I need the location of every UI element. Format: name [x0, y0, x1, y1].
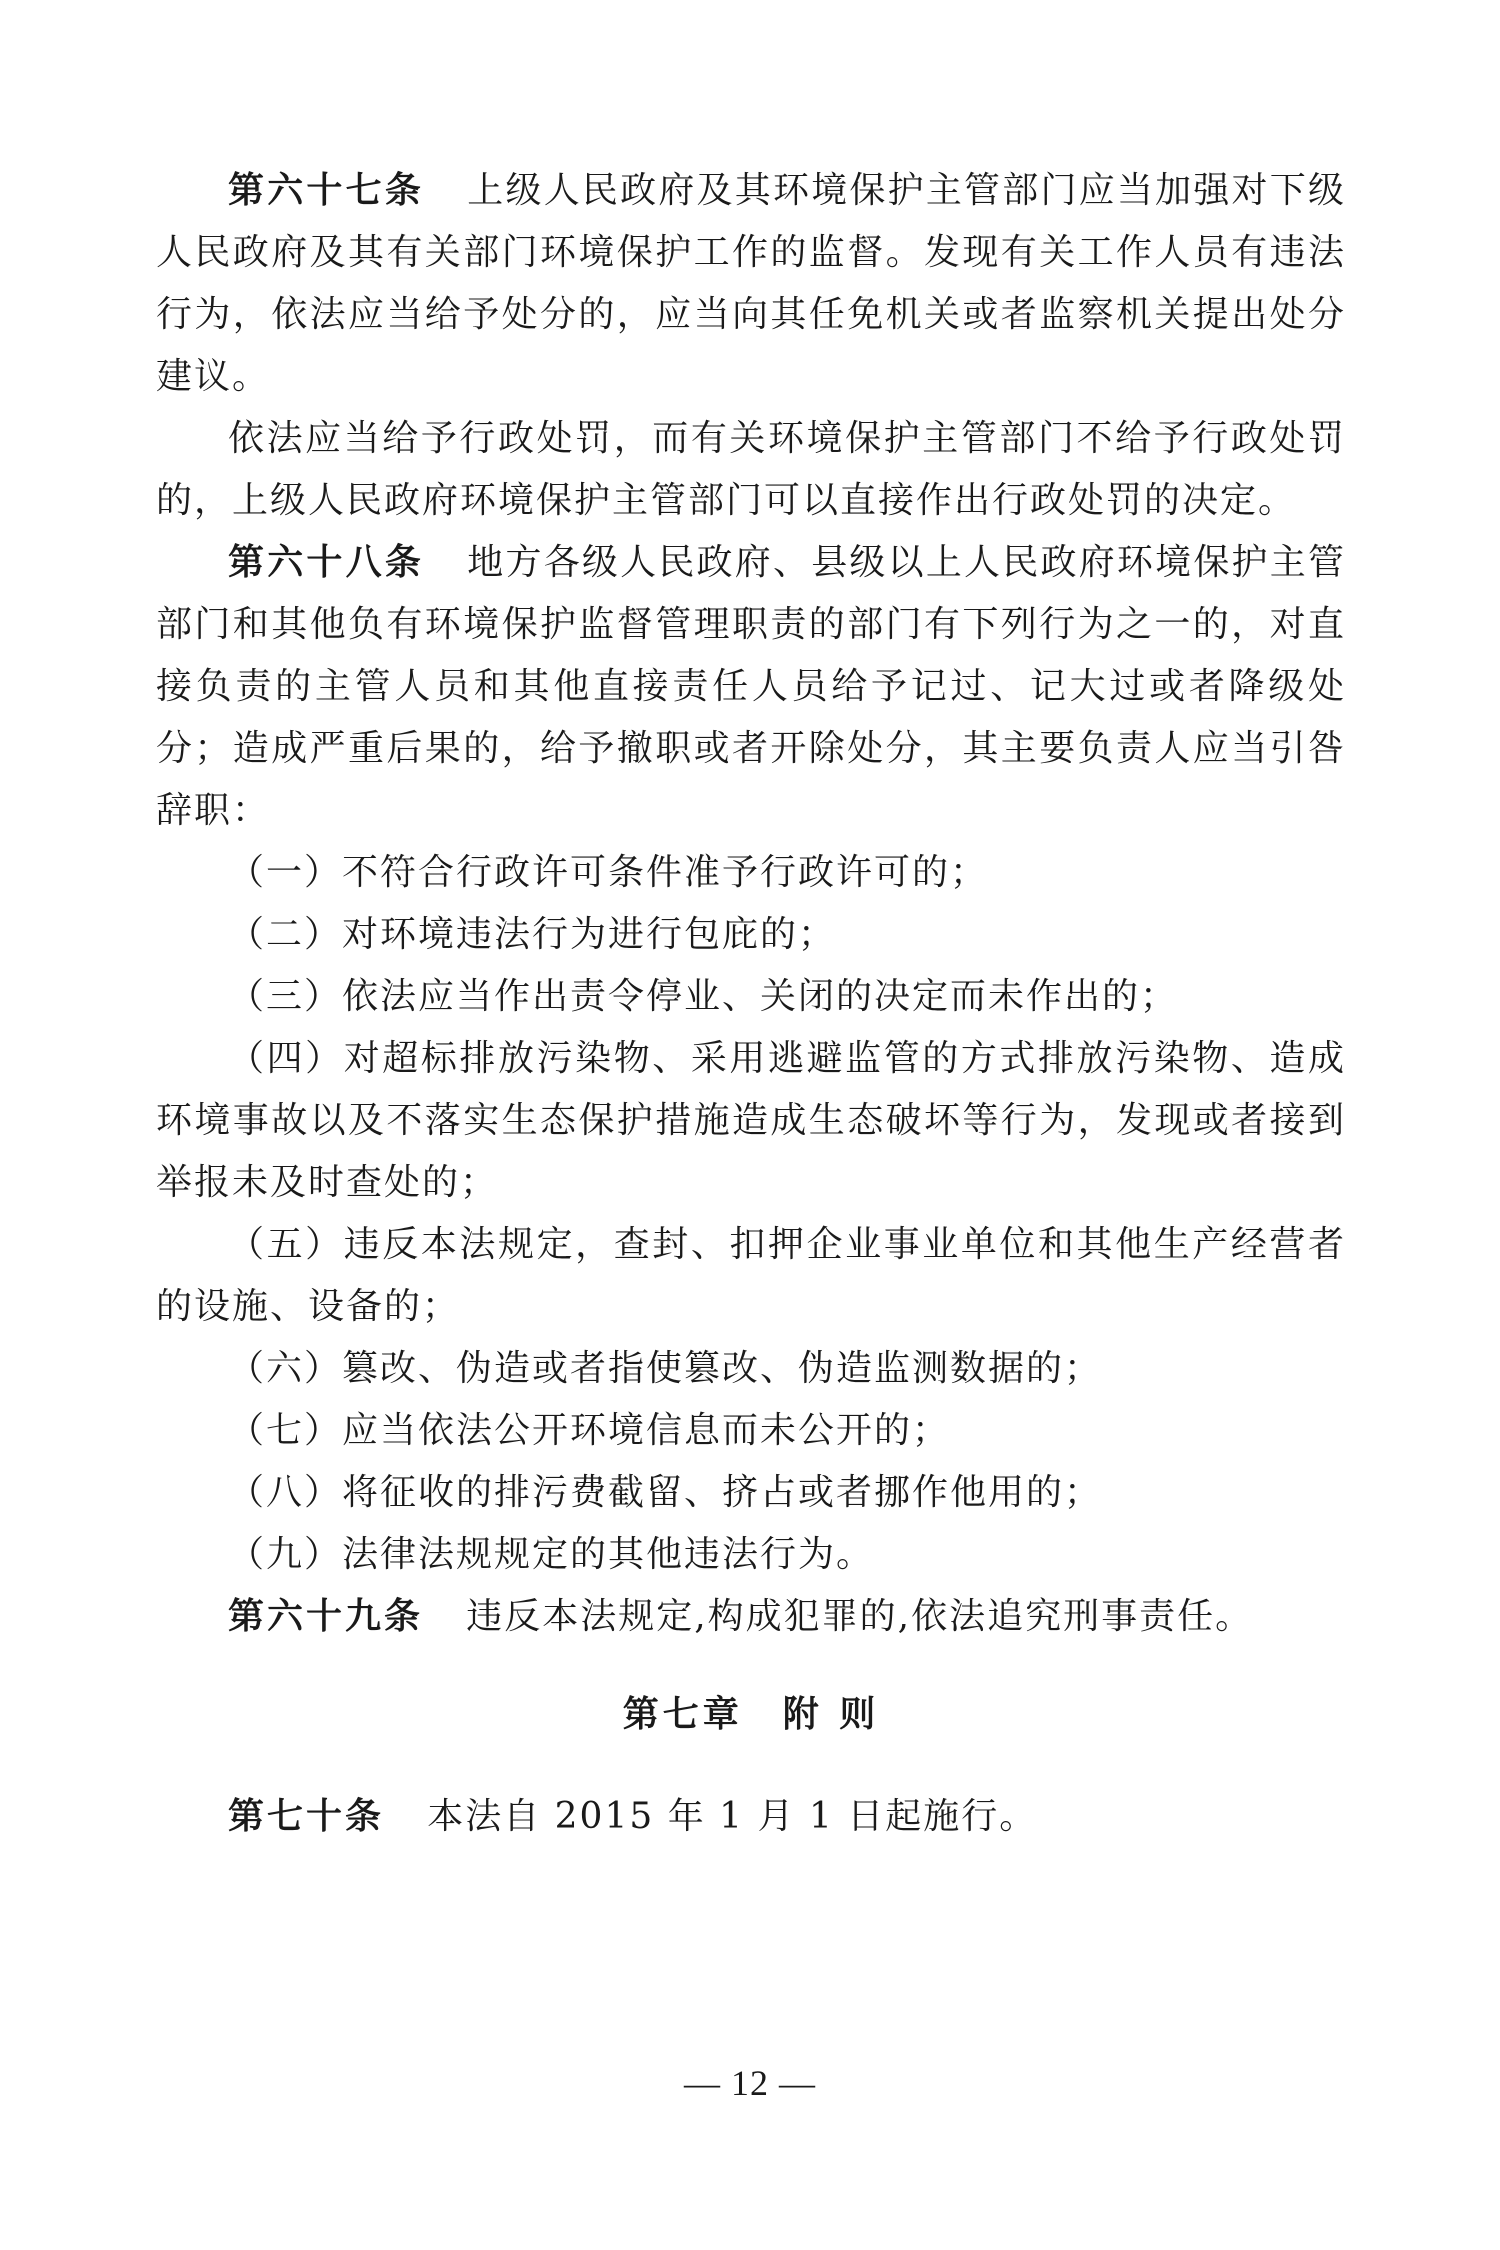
- article-70-paragraph: [156, 1786, 1346, 1848]
- article-69-heading: 第六十九条: [228, 1596, 424, 1637]
- article-68-item-8: （八）将征收的排污费截留、挤占或者挪作他用的；: [228, 1472, 1103, 1513]
- document-page: [156, 160, 1346, 1848]
- article-69-paragraph: [156, 1586, 1346, 1648]
- article-68-item-6: （六）篡改、伪造或者指使篡改、伪造监测数据的；: [228, 1348, 1103, 1389]
- article-68-item-7: （七）应当依法公开环境信息而未公开的；: [228, 1410, 951, 1451]
- article-68-item-5: （五）违反本法规定，查封、扣押企业事业单位和其他生产经营者的设施、设备的；: [156, 1224, 1346, 1327]
- article-68-item-9: （九）法律法规规定的其他违法行为。: [228, 1534, 875, 1575]
- article-67-heading: 第六十七条: [228, 170, 425, 211]
- article-68-item-1: （一）不符合行政许可条件准予行政许可的；: [228, 852, 989, 893]
- article-68-item-4: （四）对超标排放污染物、采用逃避监管的方式排放污染物、造成环境事故以及不落实生态保护措施造成生态破坏等行为，发现或者接到举报未及时查处的；: [156, 1038, 1346, 1203]
- article-68-paragraph-1: [156, 532, 1346, 842]
- article-67-text-1: 上级人民政府及其环境保护主管部门应当加强对下级人民政府及其有关部门环境保护工作的监督。发现有关工作人员有违法行为，依法应当给予处分的，应当向其任免机关或者监察机关提出处分建议。: [156, 170, 1346, 397]
- article-68-item-2: （二）对环境违法行为进行包庇的；: [228, 914, 837, 955]
- article-69-text: 违反本法规定,构成犯罪的,依法追究刑事责任。: [466, 1596, 1254, 1637]
- article-68-text-1: 地方各级人民政府、县级以上人民政府环境保护主管部门和其他负有环境保护监督管理职责的部门有下列行为之一的，对直接负责的主管人员和其他直接责任人员给予记过、记大过或者降级处分；造成严重后果的，给予撤职或者开除处分，其主要负责人应当引咎辞职：: [156, 542, 1346, 831]
- article-68-item-3: （三）依法应当作出责令停业、关闭的决定而未作出的；: [228, 976, 1179, 1017]
- article-68-heading: 第六十八条: [228, 542, 425, 583]
- article-67-paragraph-1: [156, 160, 1346, 408]
- article-67-paragraph-2: 依法应当给予行政处罚，而有关环境保护主管部门不给予行政处罚的，上级人民政府环境保护主管部门可以直接作出行政处罚的决定。: [156, 418, 1346, 521]
- article-70-heading: 第七十条: [228, 1796, 385, 1837]
- page-number: — 12 —: [684, 2063, 816, 2103]
- article-70-text: 本法自 2015 年 1 月 1 日起施行。: [427, 1796, 1038, 1837]
- chapter-7-title: 第七章 附 则: [622, 1694, 880, 1735]
